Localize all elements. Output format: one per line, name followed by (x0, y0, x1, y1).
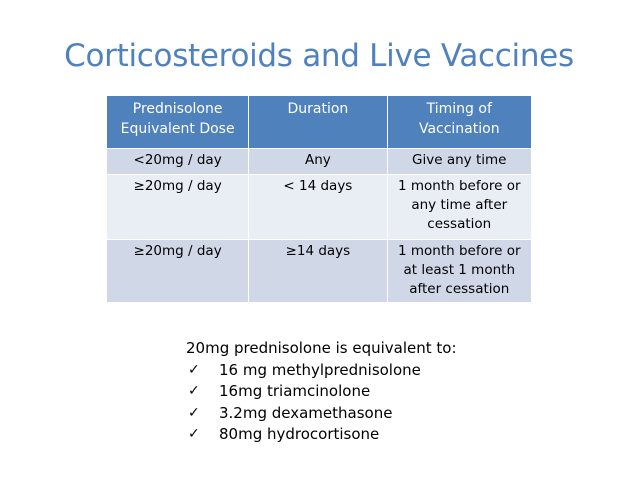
cell-timing: 1 month before or at least 1 month after cessation (387, 240, 531, 303)
equivalence-notes (186, 338, 457, 446)
cell-dose: <20mg / day (107, 149, 249, 175)
checkmark-icon: ✓ (188, 361, 200, 378)
table-row (107, 175, 531, 240)
cell-duration: Any (249, 149, 387, 175)
equivalence-list (186, 360, 457, 446)
list-item-label: 80mg hydrocortisone (219, 425, 380, 443)
header-timing: Timing of Vaccination (387, 96, 531, 149)
list-item (186, 360, 457, 382)
table-row (107, 149, 531, 175)
checkmark-icon: ✓ (188, 404, 200, 421)
cell-duration: ≥14 days (249, 240, 387, 303)
header-duration: Duration (249, 96, 387, 149)
list-item-label: 3.2mg dexamethasone (219, 403, 393, 422)
notes-intro: 20mg prednisolone is equivalent to: (186, 339, 457, 357)
cell-duration: < 14 days (249, 175, 387, 240)
table-row (107, 240, 531, 303)
list-item (186, 424, 457, 446)
table-header-row (107, 96, 531, 149)
cell-dose: ≥20mg / day (107, 175, 249, 240)
cell-timing: Give any time (387, 149, 531, 175)
list-item-label: 16mg triamcinolone (219, 382, 371, 400)
checkmark-icon: ✓ (188, 426, 200, 442)
list-item (186, 403, 457, 425)
list-item (186, 381, 457, 403)
header-dose: Prednisolone Equivalent Dose (107, 96, 249, 149)
cell-timing: 1 month before or any time after cessation (387, 175, 531, 240)
list-item-label: 16 mg methylprednisolone (219, 360, 421, 379)
cell-dose: ≥20mg / day (107, 240, 249, 303)
checkmark-icon: ✓ (188, 383, 200, 399)
slide-title: Corticosteroids and Live Vaccines (64, 38, 574, 74)
dose-timing-table (107, 96, 531, 302)
